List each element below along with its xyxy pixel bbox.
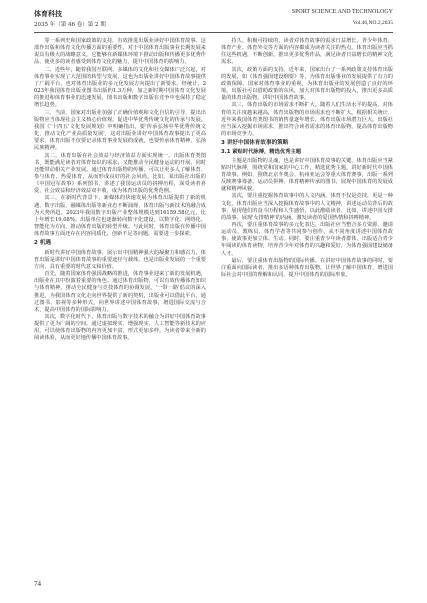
subsection-heading: 3.1 紧贴时代脉搏，精选优秀主题: [221, 149, 302, 156]
right-column: [221, 38, 393, 279]
body-paragraph: 最后，要注重体育出版物的国际传播。在讲好中国体育故事的同时，要注重面向国际读者，推出多语种体育出版物，让世界了解中国体育，增进国际社会对中国的理解和认同，提升中国体育的国际形象。: [221, 257, 393, 279]
body-paragraph: 首先，随着国家体育强国战略的推进，体育事业迎来了新的发展机遇，出版业在其中扮演着重要的角色。通过体育出版物，可以有效传播体育知识与体育精神，推动全民健身与竞技体育的协调发展。'一带一路'倡议的深入推进，为我国体育文化走向世界提供了新的契机，出版业可以借此平台，通过图书、影视等多种形式，向世界讲述中国体育故事，增进国际交流与合术，提高中国体育的国际影响力。: [34, 271, 206, 313]
running-header: [34, 9, 393, 31]
body-paragraph: 其三，体育出版的市场需求不断扩大。随着人们生活水平的提高，对体育的关注度越来越高，体育出版物的市场需求也不断扩大。根据相关统计，近年来我国体育类图书的销售量逐年增长，体育出版市场潜力巨大。出版社应当深入挖掘市场需求，推出符合读者需求的体育出版物，提高体育出版物的市场竞争力。: [221, 102, 393, 138]
body-paragraph: 其次，要注重挖掘体育故事中的人文内涵。体育不仅是竞技，更是一种文化，体育出版应当深入挖掘体育故事中的人文精神，讲述运动员背后的故事，展现他们的奋斗历程和人生感悟，以此激励读者。比如，讲述中国女排的故事，展现'女排精神'的内涵，激发读者的爱国热情和拼搏精神。: [221, 193, 393, 221]
body-paragraph: 等一系列史和国家政策的支持，有效推进出版业读好中国体育故事。这部作出版和体育文化传播方面的重要性，对于中国体育出版事业长期发展来说具有极大的战略意义，它能够在新媒体环境下推动出版和传播更多优秀作品，使更多的读者感受到体育文化的魅力，提升中国体育的影响力。: [34, 38, 206, 66]
body-paragraph: 再次，要注重体育故事的多元化表达。出版社应当整合多方资源，邀请运动员、教练员、体育学者等共同参与创作，从不同角度讲述中国体育故事，使故事更加立体、生动。同时，要注重青少年读者群体，出版适合青少年阅读的体育读物，培养青少年对体育的兴趣和爱好，为体育强国建设储备人才。: [221, 222, 393, 257]
body-paragraph: 新时代讲好中国体育故事，展示出中国精神强大的凝聚力和感召力，体育出版是讲好中国体育故事的重要途径与载体，也是出版业发展的一个重要方向，具有重要的时代意义和价值。: [34, 249, 206, 270]
body-paragraph: 其二，体育出版在社会效益与经济效益方面实现统一。出版体育类图书，既能满足读者对体育知识的需求，又能推动全民健身运动的开展，同时还能带动相关产业发展。通过体育出版物的传播，可以让更多人了解体育、参与体育、热爱体育，从而形成良好的社会风尚。比如，某出版社出版的《中国冠军故事》系列图书，讲述了我国运动员的拼搏历程，深受读者喜爱，社会效益和经济效益双丰收，成为体育出版的优秀范例。: [34, 152, 206, 195]
header-divider: [34, 32, 393, 33]
page-number: 74: [34, 580, 41, 588]
journal-title-cn: 体育科技: [34, 9, 62, 18]
body-paragraph: 二、近些年，随着我国互联网、多媒体的文化和社交媒体广泛兴起，对体育事业实现了大范围的转型与发展，这也为出版业讲好中国体育故事提供了广阔平台，也对体育出版业的多元化发展方向提出了新要求。经统计，2023年我国体育出版业图书出版约1.3万种，加之新时期中国体育文化发展的推进和体育事业的迅速发展，图书出版和数字出版在竞争中也保持了稳定增长趋势。: [34, 66, 206, 109]
issue-info-cn: 2035 年（第 46 卷）第 2 期: [34, 22, 106, 28]
left-column: [34, 38, 206, 343]
body-paragraph: 三、当前，国家对出版业加强了正确价值观和文化自信的引导，提出出版物应当体现社会主义核心价值观，促进中华优秀传统文化的传承与发展。我国《'十四五'文化发展规划》中明确指出，要'传承弘扬中华优秀传统文化，推动文化产业高质量发展'，这对出版业讲好中国体育故事提出了更高要求，体育出版不仅要记录体育事业发展的成就，也要传承体育精神、弘扬民族精神。: [34, 109, 206, 152]
journal-title-en: SPORT SCIENCE AND TECHNOLOGY: [291, 9, 393, 15]
body-paragraph: 其次，数字化时代下，体育出版与数字技术的融合为讲好中国体育故事提供了更为广阔的空间。通过虚拟现实、增强现实、人工智能等新技术的应用，可以使体育出版物的内容更加丰富，形式更加多样，为读者带来全新的阅读体验，从而更好地传播中国体育故事。: [34, 313, 206, 342]
issue-info-en: Vol.46,NO.2,2035: [352, 20, 393, 26]
body-paragraph: 其次，政策方面的支持。近年来，国家出台了一系列政策支持体育出版的发展，如《体育强国建设纲要》等，为体育出版事业的发展提供了有力的政策保障。国家对体育事业的重视，为体育出版业的发展创造了良好的环境。出版社可以借助政策的东风，加大对体育出版物的投入，推出更多高质量的体育出版物，讲好中国体育故事。: [221, 66, 393, 102]
body-paragraph: 持久、积极可持续的，读者对体育故事的需求日益增长，青少年体育、体育产业、体育外交等方面的内容都成为读者关注的热点。体育出版应当抓住这些机遇，不断创新，推出更多优秀作品，满足读者日益增长的精神文化需求。: [221, 38, 393, 66]
section-heading: 3 讲好中国体育故事的策略: [221, 140, 289, 147]
section-heading: 2 机遇: [34, 240, 52, 247]
body-paragraph: 其三，在新时代背景下，新媒体的快速发展为体育出版提供了新的机遇，数字出版、融媒体出版等新业态不断涌现，体育出版与新技术的融合成为大势所趋。2023年我国数字出版产业整体规模达到16159.58亿元，比上年增长19.08%。出版单位也逐渐转向数字化建设，以数字化、网络化、智能化为方向，推动体育出版的转型升级。与此同时，体育出版在传播中国体育故事方面还存在内容同质化、创新不足等问题，需要进一步探索。: [34, 195, 206, 238]
body-paragraph: 主题是出版物的灵魂，也是讲好中国体育故事的关键。体育出版应当紧贴时代脉搏，围绕党和国家的中心工作，精选优秀主题，讲好新时代中国体育故事。例如，围绕北京冬奥会、杭州亚运会等重大体育赛事，出版一系列反映赛事筹备、运动员拼搏、体育精神传承的图书，展现中国体育的发展成就和精神风貌。: [221, 157, 393, 193]
